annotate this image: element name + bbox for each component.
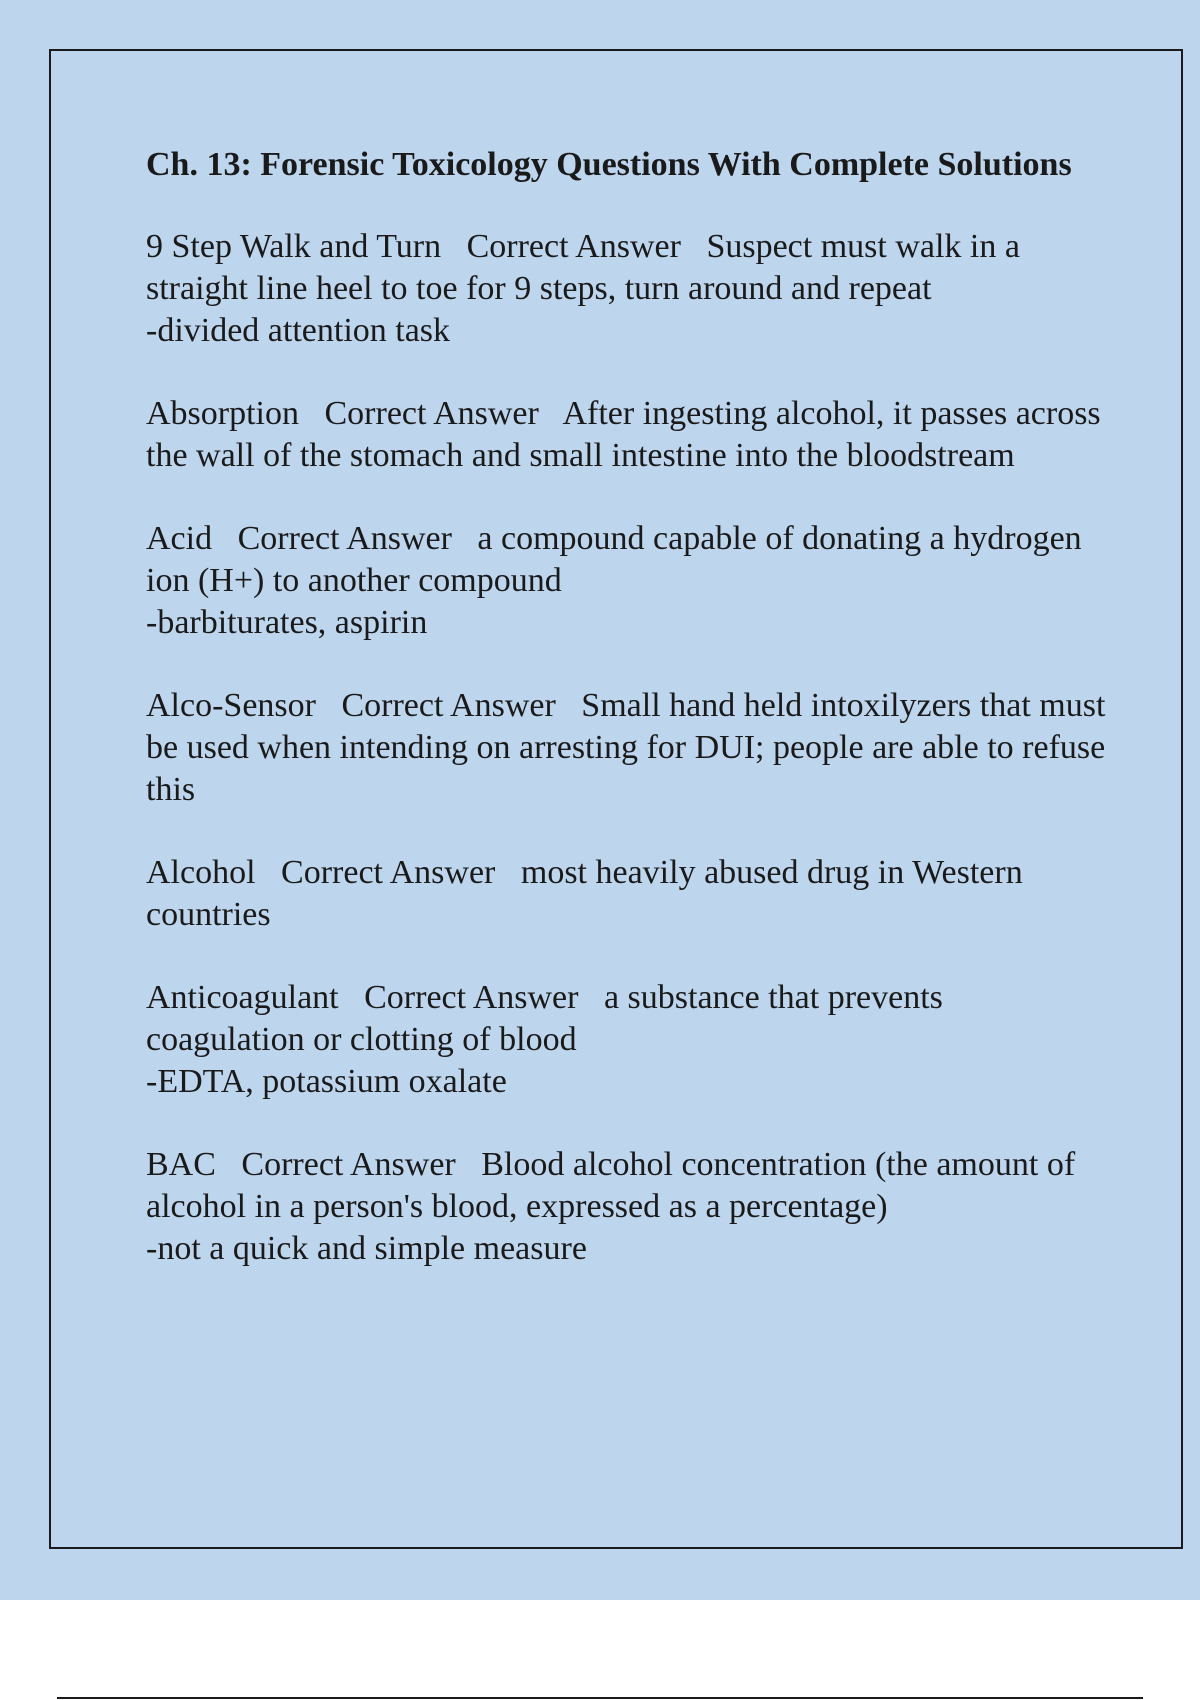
entry-absorption: [146, 393, 1106, 477]
entry-term: Alco-Sensor: [146, 687, 316, 724]
entry-separator: Correct Answer: [281, 854, 496, 891]
entry-bac: [146, 1144, 1106, 1270]
document-content: [146, 144, 1106, 1311]
entry-note: -barbiturates, aspirin: [146, 604, 428, 641]
entry-alcohol: [146, 852, 1106, 936]
entry-term: 9 Step Walk and Turn: [146, 228, 442, 265]
entry-definition: Blood alcohol concentration (the amount of alcohol in a person's blood, expressed as a percentage): [146, 1146, 1076, 1225]
entry-definition: most heavily abused drug in Western countries: [146, 854, 1023, 933]
entry-definition: Small hand held intoxilyzers that must be used when intending on arresting for DUI; people are able to refuse this: [146, 687, 1106, 808]
entry-term: Alcohol: [146, 854, 256, 891]
entry-term: Absorption: [146, 395, 299, 432]
entry-separator: Correct Answer: [237, 520, 452, 557]
entry-note: -divided attention task: [146, 312, 451, 349]
entry-note: -not a quick and simple measure: [146, 1230, 587, 1267]
entry-definition: a compound capable of donating a hydrogen ion (H+) to another compound: [146, 520, 1082, 599]
entry-definition: After ingesting alcohol, it passes across the wall of the stomach and small intestine into the bloodstream: [146, 395, 1101, 474]
entry-separator: Correct Answer: [364, 979, 579, 1016]
entry-acid: [146, 518, 1106, 644]
entry-term: Acid: [146, 520, 213, 557]
entry-alco-sensor: [146, 685, 1106, 811]
entry-separator: Correct Answer: [241, 1146, 456, 1183]
entry-9-step-walk-and-turn: [146, 226, 1106, 352]
entry-definition: a substance that prevents coagulation or clotting of blood: [146, 979, 943, 1058]
footer-divider: [57, 1697, 1143, 1699]
entry-definition: Suspect must walk in a straight line heel to toe for 9 steps, turn around and repeat: [146, 228, 1020, 307]
entry-separator: Correct Answer: [341, 687, 556, 724]
entry-separator: Correct Answer: [466, 228, 681, 265]
entry-term: BAC: [146, 1146, 216, 1183]
entry-separator: Correct Answer: [324, 395, 539, 432]
entry-note: -EDTA, potassium oxalate: [146, 1063, 507, 1100]
entry-term: Anticoagulant: [146, 979, 339, 1016]
page-title: Ch. 13: Forensic Toxicology Questions With Complete Solutions: [146, 146, 1072, 183]
entry-anticoagulant: [146, 977, 1106, 1103]
